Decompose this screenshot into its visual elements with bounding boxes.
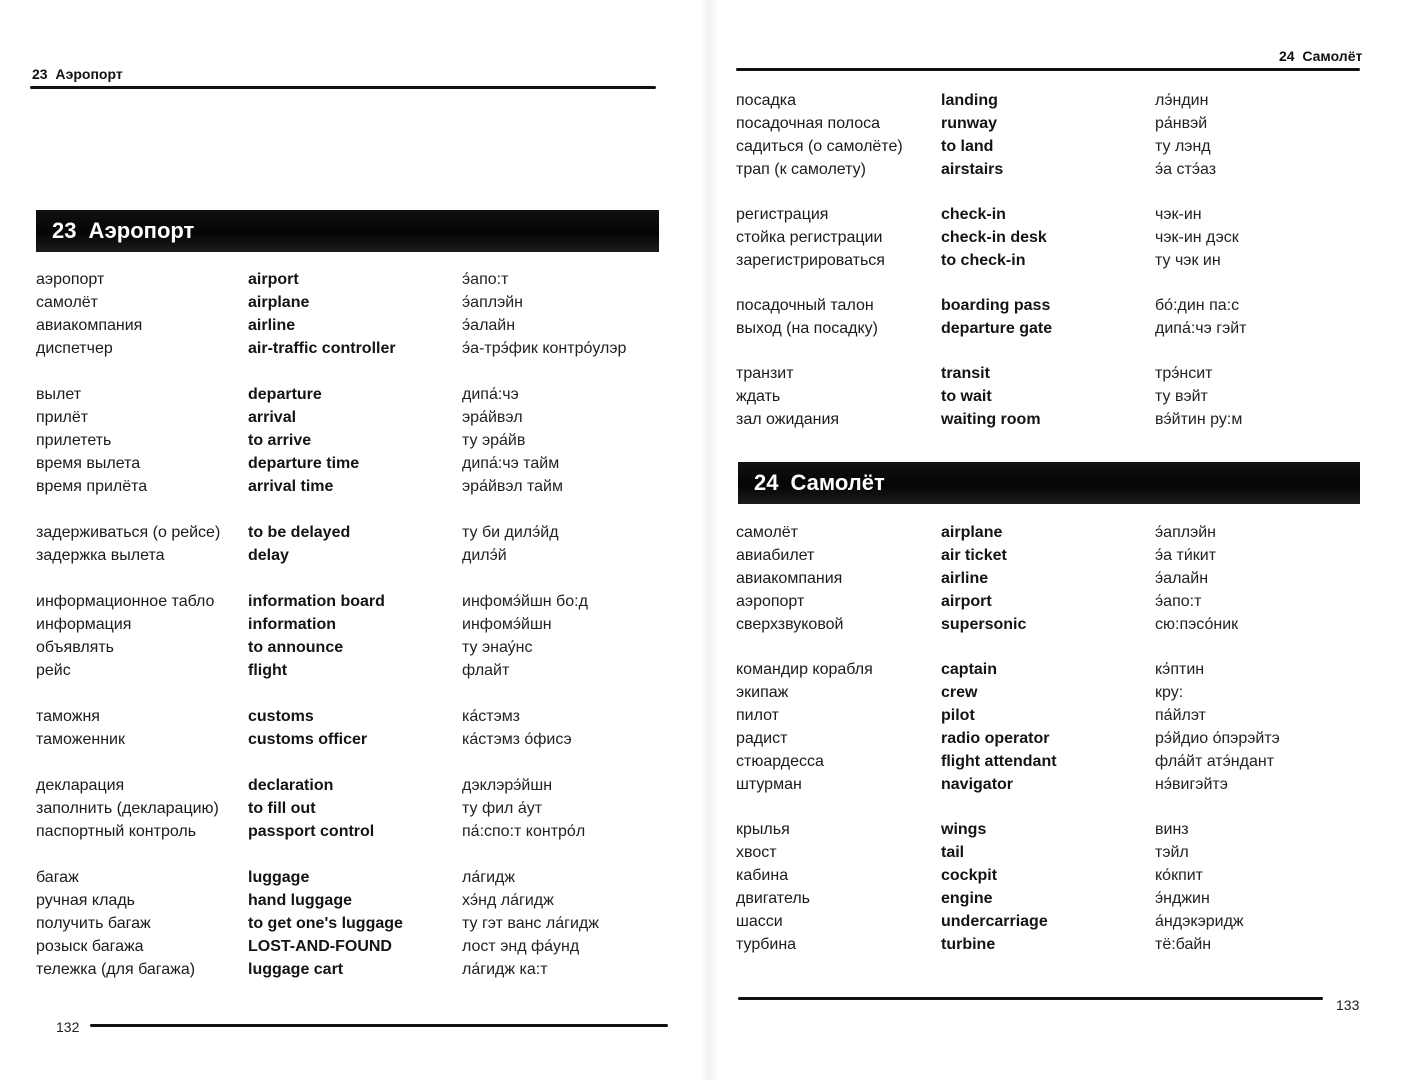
russian-term: паспортный контроль: [36, 823, 197, 840]
transcription: дилэ́й: [462, 547, 507, 564]
transcription: э́апо:т: [462, 271, 509, 288]
transcription: инфомэ́йшн: [462, 616, 552, 633]
chapter-number: 24: [754, 470, 779, 495]
english-term: declaration: [248, 777, 334, 794]
english-term: hand luggage: [248, 892, 352, 909]
russian-term: регистрация: [736, 206, 829, 223]
english-term: information board: [248, 593, 385, 610]
russian-term: самолёт: [736, 524, 799, 541]
russian-term: информация: [36, 616, 132, 633]
english-term: transit: [941, 365, 990, 382]
english-term: airplane: [248, 294, 310, 311]
russian-term: турбина: [736, 936, 797, 953]
running-head: [1279, 48, 1362, 64]
transcription: ко́кпит: [1155, 867, 1204, 884]
russian-term: ручная кладь: [36, 892, 135, 909]
chapter-banner: [738, 462, 1360, 504]
header-rule: [736, 68, 1360, 71]
russian-term: ждать: [736, 388, 781, 405]
right-page: [712, 0, 1424, 1080]
english-term: air ticket: [941, 547, 1007, 564]
page-number: 132: [56, 1019, 80, 1035]
transcription: лост энд фа́унд: [462, 938, 580, 955]
transcription: ту вэйт: [1155, 388, 1208, 405]
russian-term: пилот: [736, 707, 779, 724]
english-term: airstairs: [941, 161, 1004, 178]
russian-term: время вылета: [36, 455, 141, 472]
english-term: departure time: [248, 455, 360, 472]
transcription: чэк-ин дэск: [1155, 229, 1239, 246]
transcription: ра́нвэй: [1155, 115, 1208, 132]
english-term: flight: [248, 662, 288, 679]
russian-term: розыск багажа: [36, 938, 144, 955]
russian-term: тележка (для багажа): [36, 961, 196, 978]
english-term: passport control: [248, 823, 375, 840]
transcription: сю:пэсо́ник: [1155, 616, 1239, 633]
footer-rule: [90, 1024, 668, 1027]
transcription: тё:байн: [1155, 936, 1212, 953]
transcription: ту энау́нс: [462, 639, 533, 656]
russian-term: двигатель: [736, 890, 810, 907]
russian-term: аэропорт: [736, 593, 805, 610]
transcription: ту би дилэ́йд: [462, 524, 559, 541]
russian-term: зарегистрироваться: [736, 252, 885, 269]
english-term: customs: [248, 708, 314, 725]
english-term: runway: [941, 115, 998, 132]
transcription: ту гэт ванс ла́гидж: [462, 915, 599, 932]
running-head-number: 23: [32, 66, 48, 82]
english-term: airplane: [941, 524, 1003, 541]
english-term: navigator: [941, 776, 1014, 793]
russian-term: командир корабля: [736, 661, 873, 678]
english-term: landing: [941, 92, 998, 109]
transcription: дипа́:чэ тайм: [462, 455, 560, 472]
transcription: кру:: [1155, 684, 1184, 701]
english-term: departure: [248, 386, 322, 403]
russian-term: прилететь: [36, 432, 112, 449]
transcription: ту эра́йв: [462, 432, 526, 449]
russian-term: шасси: [736, 913, 783, 930]
transcription: ту чэк ин: [1155, 252, 1221, 269]
russian-term: таможня: [36, 708, 100, 725]
english-term: waiting room: [941, 411, 1041, 428]
russian-term: диспетчер: [36, 340, 113, 357]
russian-term: крылья: [736, 821, 790, 838]
english-term: air-traffic controller: [248, 340, 396, 357]
english-term: delay: [248, 547, 289, 564]
transcription: рэ́йдио о́пэрэйтэ: [1155, 730, 1280, 747]
russian-term: посадочный талон: [736, 297, 874, 314]
russian-term: получить багаж: [36, 915, 151, 932]
english-term: luggage cart: [248, 961, 344, 978]
russian-term: транзит: [736, 365, 794, 382]
header-rule: [30, 86, 656, 89]
chapter-banner: [36, 210, 659, 252]
transcription: ла́гидж ка:т: [462, 961, 548, 978]
russian-term: посадочная полоса: [736, 115, 881, 132]
russian-term: объявлять: [36, 639, 114, 656]
english-term: customs officer: [248, 731, 368, 748]
russian-term: задержка вылета: [36, 547, 165, 564]
russian-term: выход (на посадку): [736, 320, 878, 337]
english-term: to arrive: [248, 432, 312, 449]
russian-term: таможенник: [36, 731, 125, 748]
russian-term: авиакомпания: [736, 570, 843, 587]
transcription: ту фил а́ут: [462, 800, 543, 817]
english-term: to wait: [941, 388, 992, 405]
english-term: tail: [941, 844, 965, 861]
transcription: чэк-ин: [1155, 206, 1202, 223]
english-term: flight attendant: [941, 753, 1057, 770]
russian-term: садиться (о самолёте): [736, 138, 903, 155]
transcription: па́:спо:т контро́л: [462, 823, 586, 840]
transcription: инфомэ́йшн бо:д: [462, 593, 588, 610]
english-term: arrival time: [248, 478, 334, 495]
chapter-number: 23: [52, 218, 77, 243]
english-term: luggage: [248, 869, 310, 886]
transcription: а́ндэкэридж: [1155, 913, 1244, 930]
russian-term: радист: [736, 730, 788, 747]
english-term: to announce: [248, 639, 344, 656]
english-term: to get one's luggage: [248, 915, 403, 932]
running-head-title: Самолёт: [1302, 48, 1363, 64]
english-term: captain: [941, 661, 998, 678]
transcription: эра́йвэл тайм: [462, 478, 563, 495]
russian-term: авиакомпания: [36, 317, 143, 334]
english-term: airport: [941, 593, 992, 610]
english-term: airline: [941, 570, 989, 587]
transcription: э́аплэйн: [1155, 524, 1216, 541]
english-term: supersonic: [941, 616, 1027, 633]
russian-term: кабина: [736, 867, 789, 884]
russian-term: прилёт: [36, 409, 89, 426]
transcription: дэклэрэ́йшн: [462, 777, 553, 794]
russian-term: авиабилет: [736, 547, 815, 564]
russian-term: задерживаться (о рейсе): [36, 524, 221, 541]
english-term: departure gate: [941, 320, 1053, 337]
running-head: [32, 66, 123, 82]
english-term: LOST-AND-FOUND: [248, 938, 392, 955]
transcription: флайт: [462, 662, 510, 679]
russian-term: стойка регистрации: [736, 229, 883, 246]
transcription: тэйл: [1155, 844, 1189, 861]
english-term: cockpit: [941, 867, 998, 884]
english-term: boarding pass: [941, 297, 1051, 314]
running-head-number: 24: [1279, 48, 1295, 64]
russian-term: вылет: [36, 386, 82, 403]
russian-term: сверхзвуковой: [736, 616, 844, 633]
transcription: нэ́вигэйтэ: [1155, 776, 1228, 793]
russian-term: аэропорт: [36, 271, 105, 288]
transcription: ка́стэмз о́фисэ: [462, 731, 572, 748]
transcription: э́а-трэ́фик контро́улэр: [462, 340, 627, 357]
transcription: э́алайн: [1155, 570, 1209, 587]
page-number: 133: [1336, 997, 1360, 1013]
transcription: э́аплэйн: [462, 294, 523, 311]
left-page: [0, 0, 705, 1080]
english-term: arrival: [248, 409, 297, 426]
transcription: э́алайн: [462, 317, 516, 334]
english-term: to land: [941, 138, 994, 155]
transcription: э́а ти́кит: [1155, 547, 1217, 564]
transcription: лэ́ндин: [1155, 92, 1209, 109]
transcription: бо́:дин па:с: [1155, 297, 1240, 314]
russian-term: штурман: [736, 776, 802, 793]
english-term: pilot: [941, 707, 975, 724]
transcription: дипа́:чэ гэйт: [1155, 320, 1247, 337]
transcription: ту лэнд: [1155, 138, 1211, 155]
russian-term: трап (к самолету): [736, 161, 866, 178]
transcription: винз: [1155, 821, 1189, 838]
english-term: information: [248, 616, 336, 633]
english-term: check-in: [941, 206, 1006, 223]
english-term: radio operator: [941, 730, 1050, 747]
english-term: to check-in: [941, 252, 1026, 269]
russian-term: информационное табло: [36, 593, 215, 610]
russian-term: время прилёта: [36, 478, 148, 495]
english-term: to be delayed: [248, 524, 351, 541]
russian-term: рейс: [36, 662, 71, 679]
russian-term: багаж: [36, 869, 79, 886]
english-term: check-in desk: [941, 229, 1047, 246]
transcription: кэ́птин: [1155, 661, 1205, 678]
english-term: engine: [941, 890, 993, 907]
chapter-title: Самолёт: [790, 470, 885, 495]
english-term: turbine: [941, 936, 996, 953]
english-term: undercarriage: [941, 913, 1048, 930]
transcription: дипа́:чэ: [462, 386, 519, 403]
english-term: crew: [941, 684, 978, 701]
transcription: ла́гидж: [462, 869, 516, 886]
footer-rule: [738, 997, 1323, 1000]
transcription: эра́йвэл: [462, 409, 523, 426]
transcription: трэ́нсит: [1155, 365, 1213, 382]
english-term: wings: [941, 821, 987, 838]
english-term: to fill out: [248, 800, 316, 817]
russian-term: экипаж: [736, 684, 789, 701]
russian-term: стюардесса: [736, 753, 824, 770]
english-term: airport: [248, 271, 299, 288]
transcription: ка́стэмз: [462, 708, 520, 725]
running-head-title: Аэропорт: [55, 66, 123, 82]
chapter-title: Аэропорт: [88, 218, 195, 243]
transcription: вэ́йтин ру:м: [1155, 411, 1243, 428]
russian-term: самолёт: [36, 294, 99, 311]
russian-term: зал ожидания: [736, 411, 840, 428]
russian-term: посадка: [736, 92, 797, 109]
transcription: э́апо:т: [1155, 593, 1202, 610]
english-term: airline: [248, 317, 296, 334]
transcription: фла́йт атэ́ндант: [1155, 753, 1275, 770]
russian-term: хвост: [736, 844, 777, 861]
transcription: хэ́нд ла́гидж: [462, 892, 554, 909]
transcription: э́а стэ́аз: [1155, 161, 1217, 178]
transcription: па́йлэт: [1155, 707, 1206, 724]
russian-term: декларация: [36, 777, 125, 794]
russian-term: заполнить (декларацию): [36, 800, 219, 817]
transcription: э́нджин: [1155, 890, 1210, 907]
